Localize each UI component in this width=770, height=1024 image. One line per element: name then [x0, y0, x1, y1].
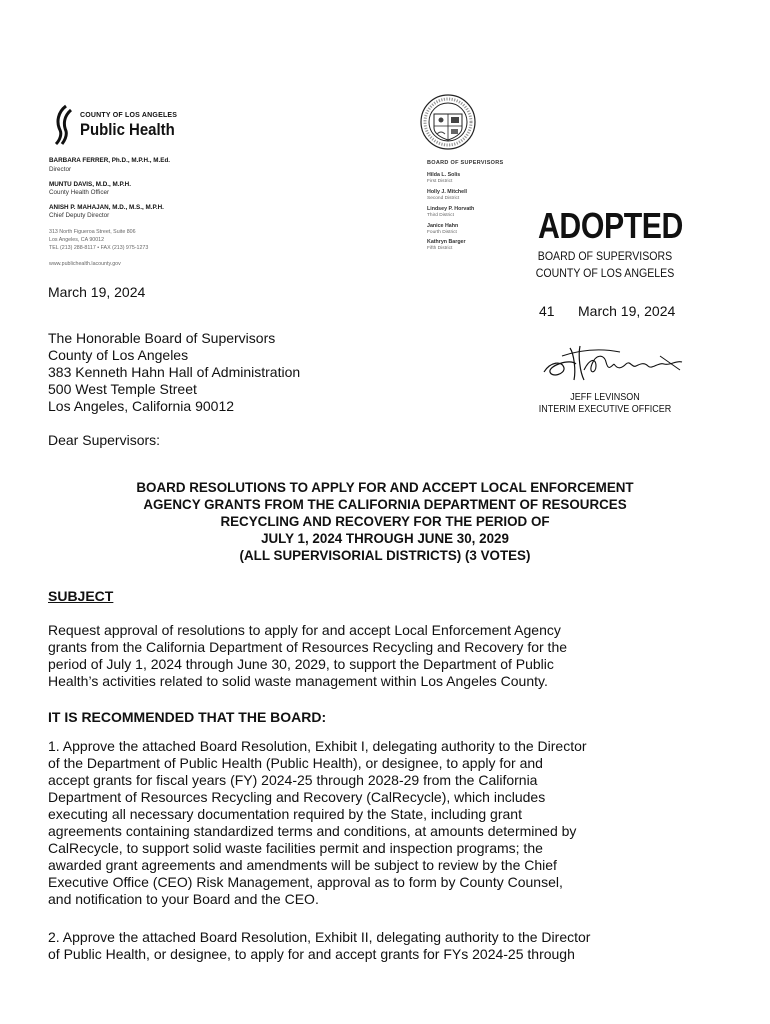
staff-title-2: County Health Officer	[49, 189, 110, 196]
recipient-line-2: County of Los Angeles	[48, 347, 189, 363]
letter-title	[48, 479, 722, 564]
recommendation-1-line: of the Department of Public Health (Public Health), or designee, to apply for and	[48, 755, 543, 771]
county-seal-icon	[420, 94, 476, 150]
title-line-5: (ALL SUPERVISORIAL DISTRICTS) (3 VOTES)	[239, 548, 531, 563]
logo-county-text: COUNTY OF LOS ANGELES	[80, 112, 178, 119]
supervisor-district-4: Fourth District	[427, 230, 457, 235]
recommendation-2	[48, 929, 590, 963]
staff-title-3: Chief Deputy Director	[49, 212, 110, 219]
subject-paragraph	[48, 622, 567, 690]
recommendation-1-line: awarded grant agreements and amendments will be subject to review by the Chief	[48, 857, 557, 873]
title-line-2: AGENCY GRANTS FROM THE CALIFORNIA DEPARTMENT OF RESOURCES	[143, 497, 627, 512]
stamp-date: March 19, 2024	[578, 303, 676, 319]
address-line-3: TEL (213) 288-8117 • FAX (213) 975-1273	[49, 245, 149, 251]
address-line-2: Los Angeles, CA 90012	[49, 237, 105, 243]
website-link[interactable]: www.publichealth.lacounty.gov	[49, 261, 121, 267]
signature-image	[540, 340, 690, 388]
staff-name-2: MUNTU DAVIS, M.D., M.P.H.	[49, 181, 131, 188]
supervisor-name-1: Hilda L. Solis	[427, 172, 461, 178]
adopted-stamp: ADOPTED	[538, 205, 683, 246]
recipient-line-3: 383 Kenneth Hahn Hall of Administration	[48, 364, 301, 380]
board-heading: BOARD OF SUPERVISORS	[427, 160, 504, 166]
recommendation-2-line: of Public Health, or designee, to apply for and accept grants for FYs 2024-25 through	[48, 946, 575, 962]
recommendation-2-line: 2. Approve the attached Board Resolution, Exhibit II, delegating authority to the Director	[48, 929, 591, 945]
title-line-4: JULY 1, 2024 THROUGH JUNE 30, 2029	[261, 531, 509, 546]
supervisor-name-5: Kathryn Barger	[427, 239, 466, 245]
recommendation-1-line: Executive Office (CEO) Risk Management, approval as to form by County Counsel,	[48, 874, 563, 890]
title-line-3: RECYCLING AND RECOVERY FOR THE PERIOD OF	[220, 514, 550, 529]
salutation: Dear Supervisors:	[48, 432, 161, 448]
subject-line: Health’s activities related to solid waste management within Los Angeles County.	[48, 673, 548, 689]
recommendation-1-line: accept grants for fiscal years (FY) 2024-25 through 2028-29 from the California	[48, 772, 538, 788]
supervisor-name-4: Janice Hahn	[427, 223, 459, 229]
supervisor-district-1: First District	[427, 179, 453, 184]
signer-name: JEFF LEVINSON	[570, 392, 640, 403]
recommendation-1-line: and notification to your Board and the CEO.	[48, 891, 319, 907]
stamp-county-line: COUNTY OF LOS ANGELES	[535, 268, 675, 280]
title-line-1: BOARD RESOLUTIONS TO APPLY FOR AND ACCEPT LOCAL ENFORCEMENT	[136, 480, 634, 495]
recommendation-1-line: Department of Resources Recycling and Recovery (CalRecycle), which includes	[48, 789, 546, 805]
recommendation-1-line: 1. Approve the attached Board Resolution, Exhibit I, delegating authority to the Director	[48, 738, 587, 754]
recommendations-heading: IT IS RECOMMENDED THAT THE BOARD:	[48, 709, 327, 725]
staff-name-3: ANISH P. MAHAJAN, M.D., M.S., M.P.H.	[49, 204, 164, 211]
supervisor-name-3: Lindsey P. Horvath	[427, 206, 475, 212]
stamp-item-number: 41	[539, 303, 555, 319]
recommendation-1-line: executing all necessary documentation required by the State, including grant	[48, 806, 522, 822]
staff-name-1: BARBARA FERRER, Ph.D., M.P.H., M.Ed.	[49, 157, 171, 164]
supervisor-district-3: Third District	[427, 213, 454, 218]
subject-line: Request approval of resolutions to apply for and accept Local Enforcement Agency	[48, 622, 561, 638]
letter-date: March 19, 2024	[48, 284, 146, 300]
supervisor-district-2: Second District	[427, 196, 460, 201]
staff-title-1: Director	[49, 166, 72, 173]
supervisor-district-5: Fifth District	[427, 246, 453, 251]
subject-line: grants from the California Department of Resources Recycling and Recovery for the	[48, 639, 568, 655]
subject-heading: SUBJECT	[48, 588, 114, 604]
recipient-line-1: The Honorable Board of Supervisors	[48, 330, 276, 346]
signer-title: INTERIM EXECUTIVE OFFICER	[538, 404, 672, 415]
address-line-1: 313 North Figueroa Street, Suite 806	[49, 229, 136, 235]
logo-org-name: Public Health	[80, 120, 175, 139]
supervisor-name-2: Holly J. Mitchell	[427, 189, 468, 195]
recommendation-1-line: agreements containing standardized terms and conditions, at amounts determined by	[48, 823, 577, 839]
stamp-board-line: BOARD OF SUPERVISORS	[537, 251, 673, 263]
recipient-line-5: Los Angeles, California 90012	[48, 398, 235, 414]
recommendation-1-line: CalRecycle, to support solid waste facilities permit and inspection programs; the	[48, 840, 543, 856]
recommendation-1	[48, 738, 587, 908]
recipient-line-4: 500 West Temple Street	[48, 381, 197, 397]
subject-line: period of July 1, 2024 through June 30, 2029, to support the Department of Public	[48, 656, 554, 672]
public-health-logo-icon	[52, 104, 74, 146]
